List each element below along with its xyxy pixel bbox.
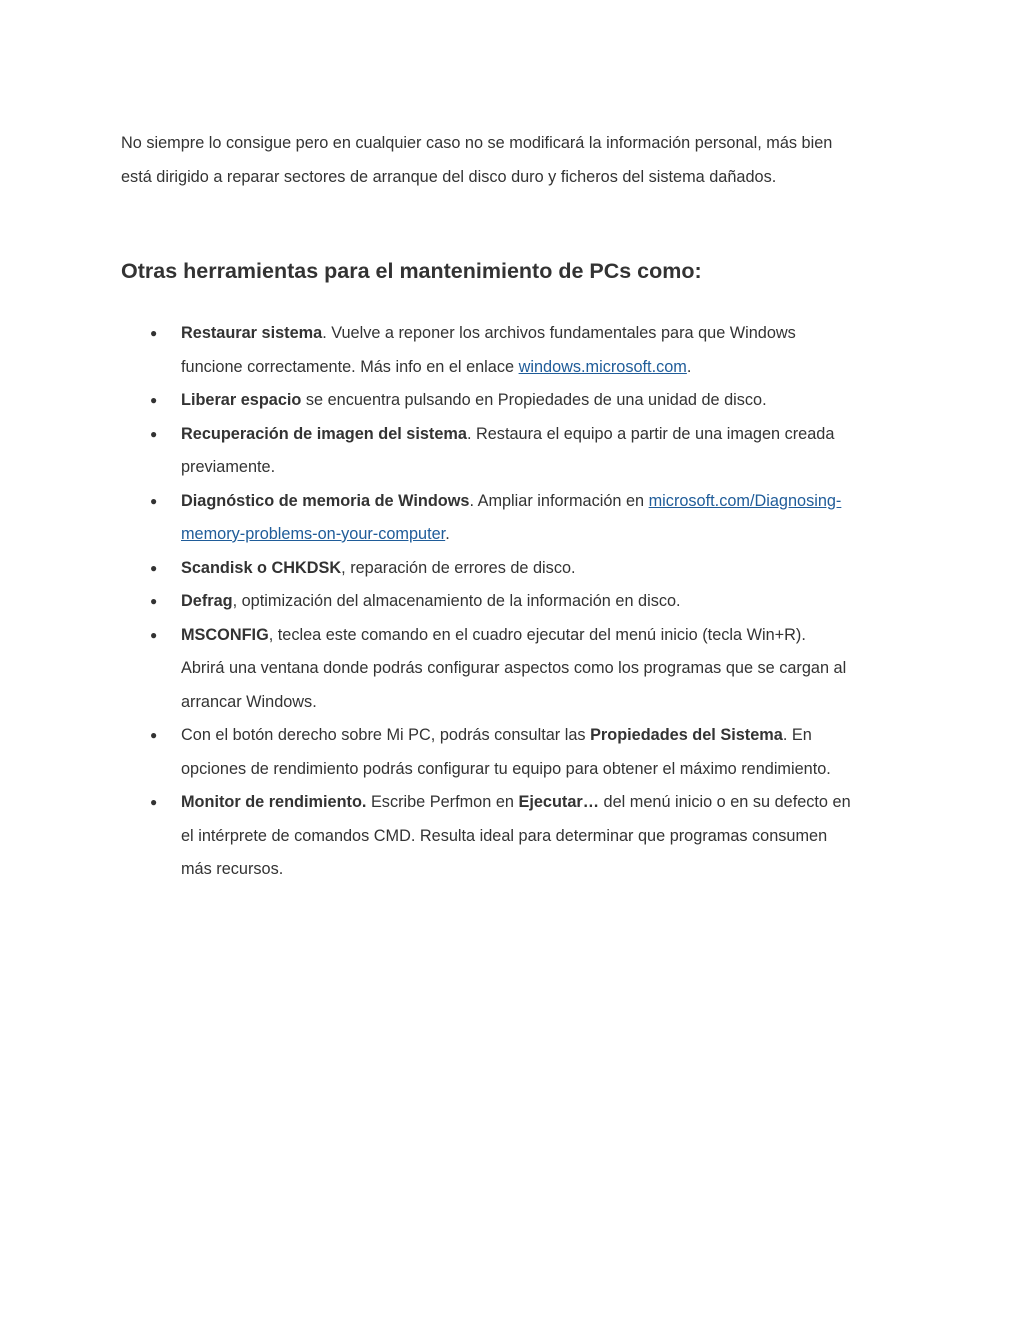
bullet-icon bbox=[150, 619, 157, 653]
list-item bbox=[121, 619, 911, 720]
item-text: . bbox=[686, 357, 692, 376]
item-text: . Vuelve a reponer los archivos fundamentales para que Windows bbox=[322, 324, 796, 342]
bullet-icon bbox=[150, 384, 157, 418]
list-item bbox=[121, 418, 911, 485]
document-page bbox=[121, 127, 911, 878]
item-text: , reparación de errores de disco. bbox=[341, 558, 576, 577]
item-text: . bbox=[445, 525, 450, 543]
bullet-icon bbox=[150, 719, 157, 753]
intro-line-1: No siempre lo consigue pero en cualquier caso no se modificará la información personal, más bien bbox=[121, 134, 833, 152]
item-title: Diagnóstico de memoria de Windows bbox=[181, 491, 470, 510]
tools-list bbox=[121, 317, 911, 887]
item-title: Restaurar sistema bbox=[181, 324, 323, 342]
item-text: Con el botón derecho sobre Mi PC, podrás consultar las bbox=[181, 726, 591, 744]
item-text: funcione correctamente. Más info en el enlace bbox=[181, 357, 519, 376]
item-text: arrancar Windows. bbox=[181, 692, 317, 711]
list-item bbox=[121, 585, 911, 619]
list-item bbox=[121, 384, 911, 418]
item-text: Escribe Perfmon en bbox=[366, 793, 519, 811]
item-title: Scandisk o CHKDSK bbox=[181, 558, 342, 577]
list-item bbox=[121, 317, 911, 384]
item-text: Abrirá una ventana donde podrás configurar aspectos como los programas que se cargan al bbox=[181, 659, 847, 677]
item-text: . En bbox=[782, 726, 812, 744]
item-text: se encuentra pulsando en Propiedades de una unidad de disco. bbox=[301, 391, 767, 409]
link-part-2[interactable]: memory-problems-on-your-computer bbox=[181, 525, 446, 543]
item-text: . Restaura el equipo a partir de una imagen creada bbox=[466, 424, 835, 443]
item-text: el intérprete de comandos CMD. Resulta ideal para determinar que programas consumen bbox=[181, 826, 828, 845]
item-text: , teclea este comando en el cuadro ejecutar del menú inicio (tecla Win+R). bbox=[268, 625, 806, 644]
item-title: Recuperación de imagen del sistema bbox=[181, 424, 467, 443]
list-item bbox=[121, 786, 911, 887]
item-title: Defrag bbox=[181, 592, 233, 610]
intro-line-2: está dirigido a reparar sectores de arranque del disco duro y ficheros del sistema dañados. bbox=[121, 167, 777, 186]
intro-paragraph bbox=[121, 127, 911, 194]
windows-microsoft-link[interactable]: windows.microsoft.com bbox=[518, 357, 687, 376]
list-item bbox=[121, 485, 911, 552]
item-title: Propiedades del Sistema bbox=[590, 726, 783, 744]
bullet-icon bbox=[150, 485, 157, 519]
bullet-icon bbox=[150, 552, 157, 586]
bullet-icon bbox=[150, 585, 157, 619]
list-item bbox=[121, 719, 911, 786]
bullet-icon bbox=[150, 317, 157, 351]
item-text: del menú inicio o en su defecto en bbox=[599, 793, 851, 811]
item-text: previamente. bbox=[181, 458, 276, 476]
item-title: Liberar espacio bbox=[181, 391, 302, 409]
item-text: más recursos. bbox=[181, 860, 284, 878]
item-title: MSCONFIG bbox=[181, 625, 269, 644]
item-text: opciones de rendimiento podrás configurar tu equipo para obtener el máximo rendimiento. bbox=[181, 759, 831, 778]
bullet-icon bbox=[150, 786, 157, 820]
list-item bbox=[121, 552, 911, 586]
item-text: , optimización del almacenamiento de la información en disco. bbox=[232, 592, 681, 610]
item-bold-term: Ejecutar… bbox=[518, 793, 599, 811]
item-title: Monitor de rendimiento. bbox=[181, 793, 367, 811]
section-heading: Otras herramientas para el mantenimiento de PCs como: bbox=[121, 259, 702, 283]
item-text: . Ampliar información en bbox=[469, 491, 649, 510]
bullet-icon bbox=[150, 418, 157, 452]
link-part-1[interactable]: microsoft.com/Diagnosing- bbox=[648, 491, 842, 510]
